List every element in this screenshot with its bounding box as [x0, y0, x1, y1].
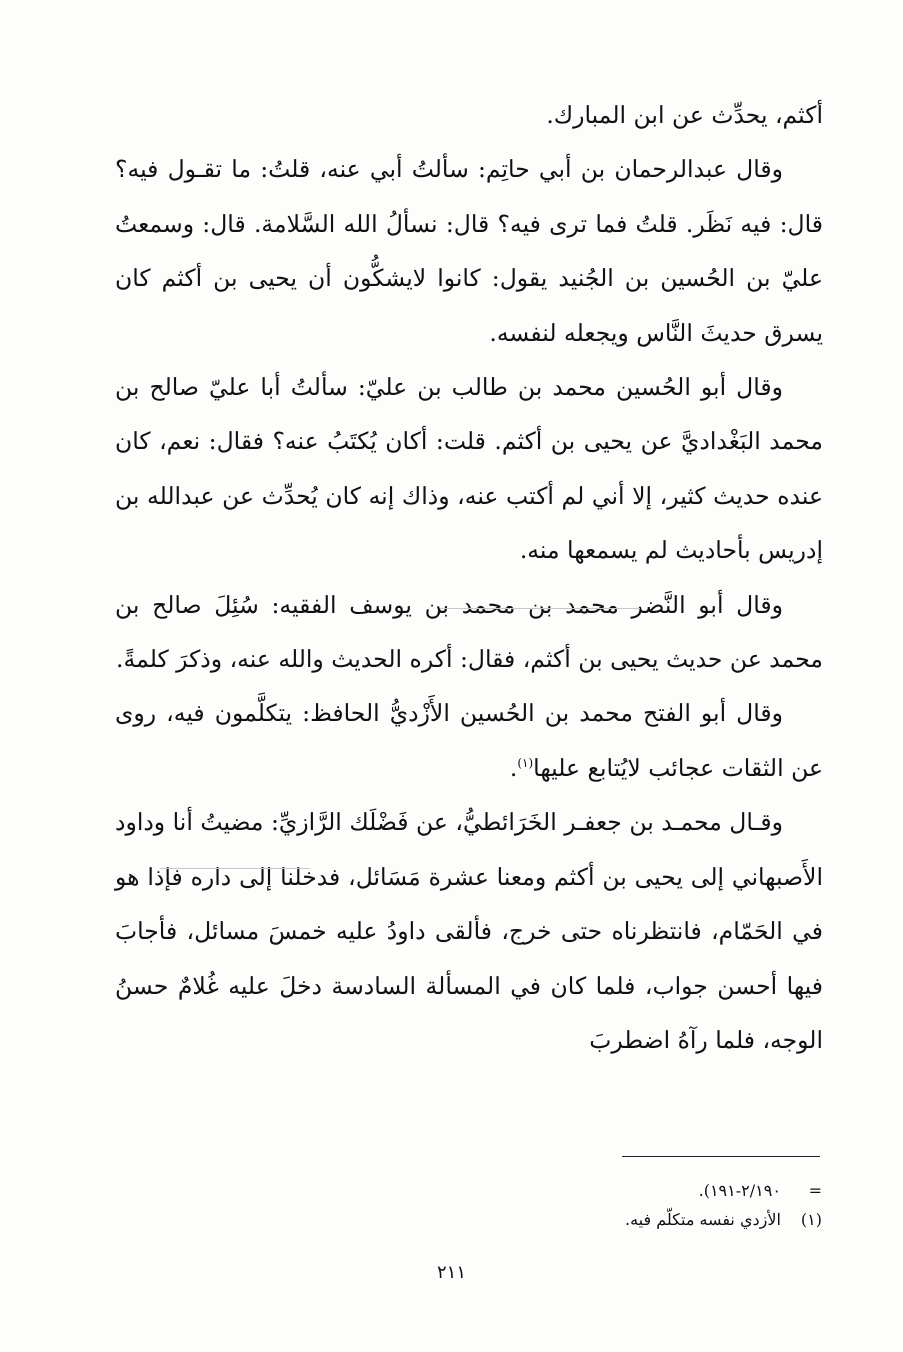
page-number: ٢١١	[436, 1262, 466, 1283]
footnote-continuation	[400, 1176, 822, 1205]
paragraph-1: أكثم، يحدِّث عن ابن المبارك.	[546, 101, 823, 129]
paragraph-5-text: وقال أبو الفتح محمد بن الحُسين الأَزْديُّ الحافظ: يتكلَّمون فيه، روى عن الثقات عجائب لايُتابع عليها	[115, 699, 823, 782]
footnotes	[400, 1176, 822, 1234]
paragraph-3: وقال أبو الحُسين محمد بن طالب بن عليّ: سألتُ أبا عليّ صالح بن محمد البَغْداديَّ عن يحيى بن أكثم. قلت: أكان يُكتَبُ عنه؟ فقال: نعم، كان عنده حديث كثير، إلا أني لم أكتب عنه، وذاك إنه كان يُحدِّث عن عبدالله بن إدريس بأحاديث لم يسمعها منه.	[115, 373, 823, 565]
footnote-1-number: (١)	[800, 1210, 822, 1229]
paragraph-5	[115, 686, 823, 795]
paragraph-6: وقـال محمـد بن جعفـر الخَرَائطيُّ، عن فَضْلَك الرَّازيِّ: مضيتُ أنا وداود الأَصبهاني إلى يحيى بن أكثم ومعنا عشرة مَسَائل، فدخلنا إلى داره فإذا هو في الحَمّام، فانتظرناه حتى خرج، فألقى داودُ عليه خمسَ مسائل، فأجابَ فيها أحسن جواب، فلما كان في المسألة السادسة دخلَ عليه غُلامٌ حسنُ الوجه، فلما رآهُ اضطربَ	[115, 808, 823, 1054]
paragraph-5-end: .	[509, 753, 518, 782]
continuation-text: ٢/١٩٠-١٩١).	[698, 1181, 781, 1200]
main-text	[115, 88, 823, 1067]
scan-artifact-line	[440, 608, 640, 609]
footnote-1-text: الأزدي نفسه متكلّم فيه.	[624, 1210, 781, 1229]
footnote-ref-1[interactable]: (١)	[517, 756, 534, 771]
paragraph-4: وقال أبو النَّضر محمد بن محمد بن يوسف الفقيه: سُئِلَ صالح بن محمد عن حديث يحيى بن أكثم، فقال: أكره الحديث والله عنه، وذكرَ كلمةً.	[115, 590, 823, 674]
scan-artifact-line	[160, 868, 310, 869]
continuation-mark: =	[808, 1181, 822, 1200]
footnote-1	[400, 1205, 822, 1234]
paragraph-2: وقال عبدالرحمان بن أبي حاتِم: سألتُ أبي عنه، قلتُ: ما تقـول فيه؟ قال: فيه نَظَر. قلتُ فما ترى فيه؟ قال: نسألُ الله السَّلامة. قال: وسمعتُ عليّ بن الحُسين بن الجُنيد يقول: كانوا لايشكُّون أن يحيى بن أكثم كان يسرق حديثَ النَّاس ويجعله لنفسه.	[115, 155, 823, 347]
footnote-separator	[622, 1156, 820, 1157]
